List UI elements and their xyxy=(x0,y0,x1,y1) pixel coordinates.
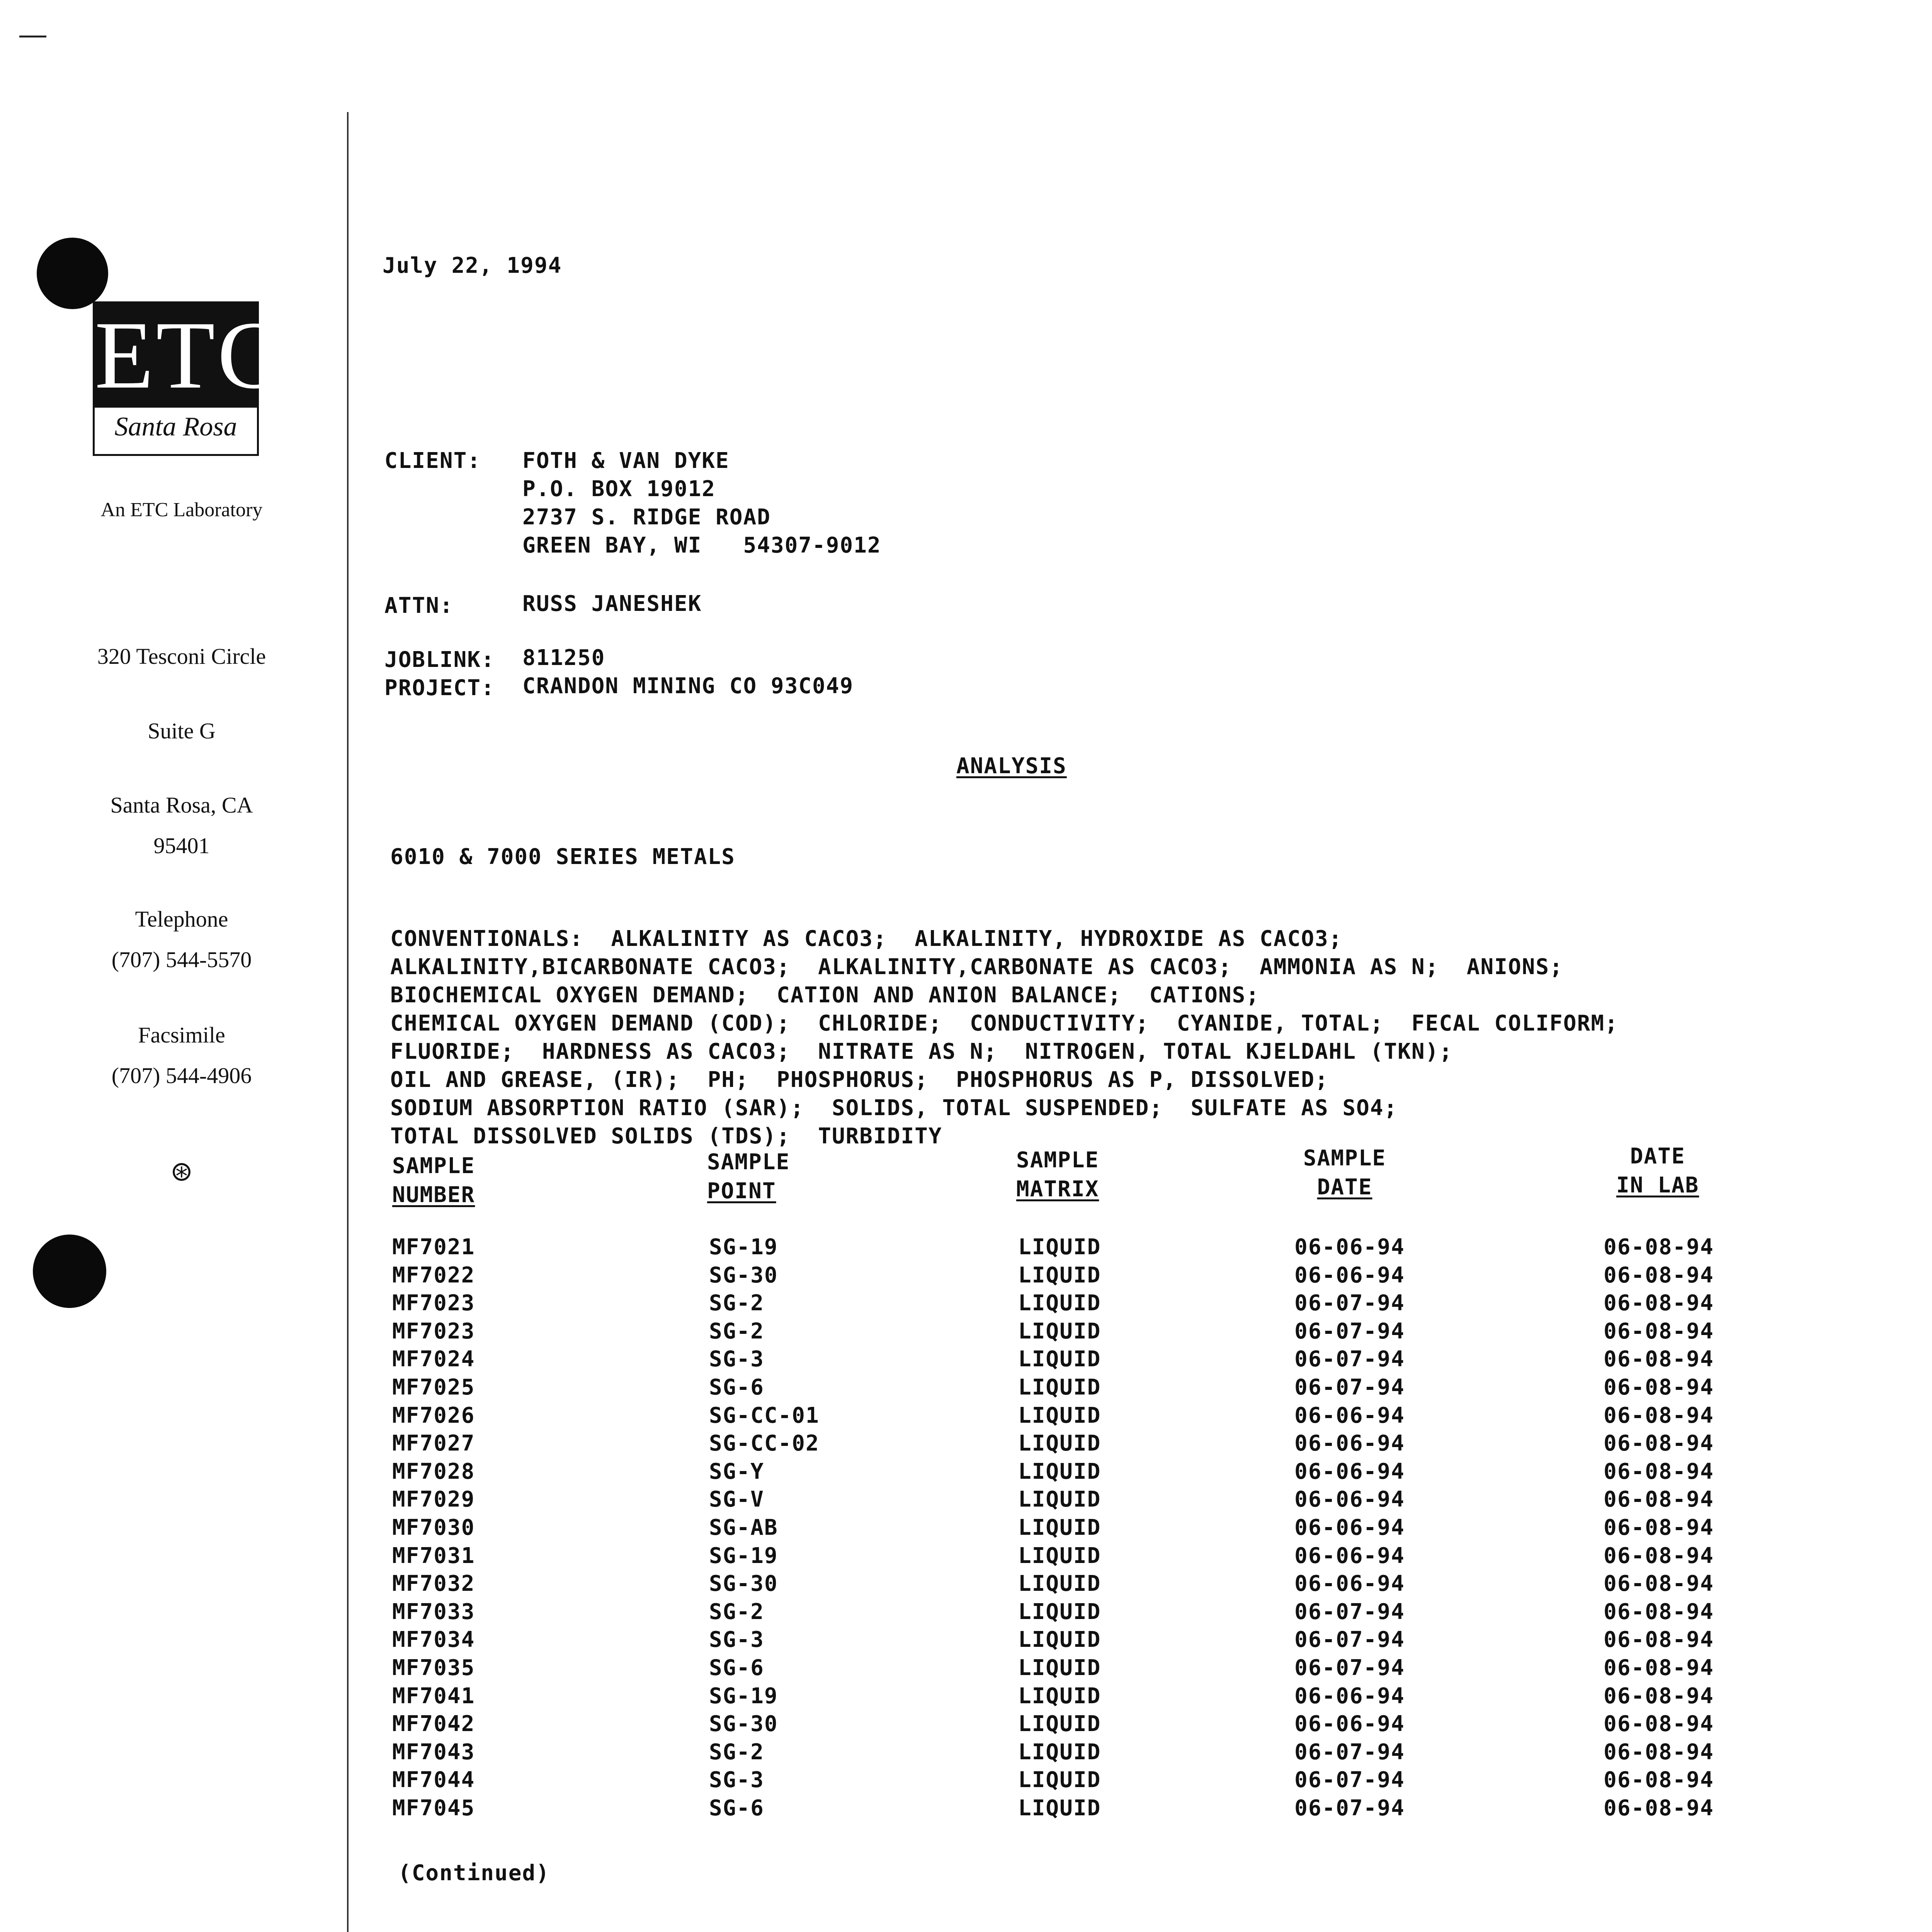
sample-number-cell: MF7032 xyxy=(392,1571,475,1597)
date-in-lab-cell: 06-08-94 xyxy=(1604,1683,1714,1709)
date-in-lab-cell: 06-08-94 xyxy=(1604,1796,1714,1821)
sample-date-cell: 06-06-94 xyxy=(1294,1543,1405,1568)
sample-date-cell: 06-06-94 xyxy=(1294,1487,1405,1512)
date-in-lab-cell: 06-08-94 xyxy=(1604,1291,1714,1316)
sample-point-cell: SG-CC-01 xyxy=(709,1403,820,1428)
sample-date-cell: 06-07-94 xyxy=(1294,1375,1405,1400)
conventionals-line: ALKALINITY,BICARBONATE CACO3; ALKALINITY,CARBONATE AS CACO3; AMMONIA AS N; ANIONS; xyxy=(390,954,1563,980)
client-line-4: GREEN BAY, WI 54307-9012 xyxy=(522,533,881,558)
sample-matrix-cell: LIQUID xyxy=(1018,1262,1101,1288)
header-top: SAMPLE xyxy=(707,1150,790,1175)
date-in-lab-cell: 06-08-94 xyxy=(1604,1543,1714,1568)
sample-point-cell: SG-30 xyxy=(709,1711,778,1737)
sample-point-cell: SG-3 xyxy=(709,1767,764,1793)
continued-note: (Continued) xyxy=(398,1861,550,1886)
sample-matrix-cell: LIQUID xyxy=(1018,1627,1101,1653)
sample-number-cell: MF7044 xyxy=(392,1767,475,1793)
sample-number-cell: MF7023 xyxy=(392,1291,475,1316)
sample-number-cell: MF7029 xyxy=(392,1487,475,1512)
date-in-lab-cell: 06-08-94 xyxy=(1604,1262,1714,1288)
sample-number-cell: MF7031 xyxy=(392,1543,475,1568)
sample-number-cell: MF7030 xyxy=(392,1515,475,1540)
address-line-3: Santa Rosa, CA xyxy=(110,793,253,818)
analysis-title: ANALYSIS xyxy=(956,753,1067,779)
conventionals-line: TOTAL DISSOLVED SOLIDS (TDS); TURBIDITY xyxy=(390,1124,942,1149)
date-in-lab-cell: 06-08-94 xyxy=(1604,1487,1714,1512)
table-row xyxy=(0,1684,1932,1712)
project-label: PROJECT: xyxy=(384,675,495,701)
table-row xyxy=(0,1459,1932,1487)
sample-point-cell: SG-2 xyxy=(709,1599,764,1624)
sample-point-cell: SG-3 xyxy=(709,1347,764,1372)
sample-point-cell: SG-2 xyxy=(709,1291,764,1316)
telephone-number: (707) 544-5570 xyxy=(111,947,252,972)
hole-punch-top xyxy=(37,238,108,309)
date-in-lab-cell: 06-08-94 xyxy=(1604,1627,1714,1653)
date-in-lab-cell: 06-08-94 xyxy=(1604,1571,1714,1597)
sample-date-cell: 06-07-94 xyxy=(1294,1739,1405,1765)
date-in-lab-cell: 06-08-94 xyxy=(1604,1739,1714,1765)
sample-date-cell: 06-06-94 xyxy=(1294,1571,1405,1597)
joblink-label: JOBLINK: xyxy=(384,647,495,672)
client-line-1: FOTH & VAN DYKE xyxy=(522,448,730,473)
sample-date-cell: 06-07-94 xyxy=(1294,1347,1405,1372)
sample-point-cell: SG-3 xyxy=(709,1627,764,1653)
sample-point-cell: SG-19 xyxy=(709,1235,778,1260)
sample-matrix-cell: LIQUID xyxy=(1018,1543,1101,1568)
sample-date-cell: 06-07-94 xyxy=(1294,1627,1405,1653)
sample-matrix-cell: LIQUID xyxy=(1018,1431,1101,1456)
sample-date-cell: 06-07-94 xyxy=(1294,1796,1405,1821)
date-in-lab-cell: 06-08-94 xyxy=(1604,1655,1714,1680)
sample-number-cell: MF7028 xyxy=(392,1459,475,1484)
conventionals-line: SODIUM ABSORPTION RATIO (SAR); SOLIDS, TOTAL SUSPENDED; SULFATE AS SO4; xyxy=(390,1095,1398,1121)
sample-matrix-cell: LIQUID xyxy=(1018,1235,1101,1260)
conventionals-list xyxy=(390,896,1762,1179)
header-top: SAMPLE xyxy=(1016,1148,1099,1173)
sample-point-cell: SG-2 xyxy=(709,1739,764,1765)
table-row xyxy=(0,1347,1932,1375)
sample-matrix-cell: LIQUID xyxy=(1018,1711,1101,1737)
etc-logo xyxy=(93,301,284,456)
date-in-lab-cell: 06-08-94 xyxy=(1604,1347,1714,1372)
address-line-2: Suite G xyxy=(148,718,216,743)
sample-point-cell: SG-AB xyxy=(709,1515,778,1540)
date-in-lab-cell: 06-08-94 xyxy=(1604,1403,1714,1428)
sample-date-cell: 06-07-94 xyxy=(1294,1291,1405,1316)
sample-matrix-cell: LIQUID xyxy=(1018,1571,1101,1597)
sample-date-cell: 06-06-94 xyxy=(1294,1235,1405,1260)
sample-date-cell: 06-07-94 xyxy=(1294,1599,1405,1624)
sample-matrix-cell: LIQUID xyxy=(1018,1683,1101,1709)
date-in-lab-cell: 06-08-94 xyxy=(1604,1318,1714,1344)
sample-point-cell: SG-30 xyxy=(709,1571,778,1597)
conventionals-line: BIOCHEMICAL OXYGEN DEMAND; CATION AND ANION BALANCE; CATIONS; xyxy=(390,983,1260,1008)
sample-matrix-cell: LIQUID xyxy=(1018,1739,1101,1765)
table-row xyxy=(0,1515,1932,1543)
table-row xyxy=(0,1431,1932,1459)
sample-number-cell: MF7027 xyxy=(392,1431,475,1456)
date-in-lab-cell: 06-08-94 xyxy=(1604,1515,1714,1540)
conventionals-line: CHEMICAL OXYGEN DEMAND (COD); CHLORIDE; CONDUCTIVITY; CYANIDE, TOTAL; FECAL COLIFORM; xyxy=(390,1011,1619,1036)
sample-number-cell: MF7043 xyxy=(392,1739,475,1765)
table-row xyxy=(0,1235,1932,1263)
sample-date-cell: 06-06-94 xyxy=(1294,1515,1405,1540)
header-bottom: POINT xyxy=(707,1179,776,1204)
conventionals-line: CONVENTIONALS: ALKALINITY AS CACO3; ALKALINITY, HYDROXIDE AS CACO3; xyxy=(390,926,1343,951)
header-bottom: MATRIX xyxy=(1016,1177,1099,1202)
sample-point-cell: SG-V xyxy=(709,1487,764,1512)
header-sample-date xyxy=(1287,1146,1403,1200)
fax-number: (707) 544-4906 xyxy=(111,1063,252,1088)
sample-matrix-cell: LIQUID xyxy=(1018,1459,1101,1484)
table-row xyxy=(0,1796,1932,1824)
sample-number-cell: MF7022 xyxy=(392,1262,475,1288)
date-in-lab-cell: 06-08-94 xyxy=(1604,1711,1714,1737)
sample-number-cell: MF7041 xyxy=(392,1683,475,1709)
telephone-label: Telephone xyxy=(135,906,228,932)
table-row xyxy=(0,1291,1932,1319)
project-value: CRANDON MINING CO 93C049 xyxy=(522,673,854,699)
header-bottom: NUMBER xyxy=(392,1182,475,1208)
disclaimer xyxy=(400,1907,1772,1932)
sample-point-cell: SG-6 xyxy=(709,1655,764,1680)
table-row xyxy=(0,1403,1932,1431)
date-in-lab-cell: 06-08-94 xyxy=(1604,1459,1714,1484)
logo-text: ETC xyxy=(95,302,284,409)
sample-date-cell: 06-06-94 xyxy=(1294,1403,1405,1428)
client-line-3: 2737 S. RIDGE ROAD xyxy=(522,505,771,530)
sample-matrix-cell: LIQUID xyxy=(1018,1347,1101,1372)
sample-point-cell: SG-6 xyxy=(709,1796,764,1821)
date-in-lab-cell: 06-08-94 xyxy=(1604,1375,1714,1400)
corner-mark xyxy=(19,36,46,37)
date-in-lab-cell: 06-08-94 xyxy=(1604,1599,1714,1624)
sample-point-cell: SG-CC-02 xyxy=(709,1431,820,1456)
date-in-lab-cell: 06-08-94 xyxy=(1604,1431,1714,1456)
header-top: DATE xyxy=(1630,1144,1685,1169)
sample-number-cell: MF7045 xyxy=(392,1796,475,1821)
sample-number-cell: MF7042 xyxy=(392,1711,475,1737)
header-sample-point xyxy=(707,1150,790,1204)
table-row xyxy=(0,1571,1932,1599)
sample-number-cell: MF7035 xyxy=(392,1655,475,1680)
sample-matrix-cell: LIQUID xyxy=(1018,1515,1101,1540)
sample-date-cell: 06-07-94 xyxy=(1294,1318,1405,1344)
address-line-4: 95401 xyxy=(153,833,210,858)
sample-point-cell: SG-6 xyxy=(709,1375,764,1400)
fax-label: Facsimile xyxy=(138,1022,225,1048)
table-row xyxy=(0,1319,1932,1347)
table-row xyxy=(0,1711,1932,1740)
sample-date-cell: 06-06-94 xyxy=(1294,1683,1405,1709)
table-row xyxy=(0,1627,1932,1655)
tagline: An ETC Laboratory xyxy=(100,499,263,521)
client-line-2: P.O. BOX 19012 xyxy=(522,476,716,502)
conventionals-line: FLUORIDE; HARDNESS AS CACO3; NITRATE AS N; NITROGEN, TOTAL KJELDAHL (TKN); xyxy=(390,1039,1453,1064)
sample-matrix-cell: LIQUID xyxy=(1018,1487,1101,1512)
sample-point-cell: SG-2 xyxy=(709,1318,764,1344)
table-row xyxy=(0,1543,1932,1571)
date-in-lab-cell: 06-08-94 xyxy=(1604,1235,1714,1260)
sample-number-cell: MF7021 xyxy=(392,1235,475,1260)
header-date-in-lab xyxy=(1600,1144,1716,1198)
metals-series: 6010 & 7000 SERIES METALS xyxy=(390,844,735,869)
sample-matrix-cell: LIQUID xyxy=(1018,1655,1101,1680)
header-bottom: IN LAB xyxy=(1616,1173,1699,1198)
attn-label: ATTN: xyxy=(384,593,454,618)
sample-point-cell: SG-19 xyxy=(709,1543,778,1568)
sample-matrix-cell: LIQUID xyxy=(1018,1796,1101,1821)
sample-number-cell: MF7023 xyxy=(392,1318,475,1344)
address-line-1: 320 Tesconi Circle xyxy=(97,644,266,669)
sample-date-cell: 06-06-94 xyxy=(1294,1711,1405,1737)
sample-date-cell: 06-06-94 xyxy=(1294,1431,1405,1456)
sample-date-cell: 06-07-94 xyxy=(1294,1655,1405,1680)
sample-point-cell: SG-30 xyxy=(709,1262,778,1288)
header-top: SAMPLE xyxy=(392,1153,475,1179)
sample-table xyxy=(0,1235,1932,1837)
header-sample-number xyxy=(392,1153,475,1208)
sample-number-cell: MF7034 xyxy=(392,1627,475,1653)
table-row xyxy=(0,1263,1932,1291)
sample-matrix-cell: LIQUID xyxy=(1018,1767,1101,1793)
table-row xyxy=(0,1487,1932,1515)
client-label: CLIENT: xyxy=(384,448,481,473)
sample-number-cell: MF7033 xyxy=(392,1599,475,1624)
attn-value: RUSS JANESHEK xyxy=(522,591,702,616)
sample-number-cell: MF7024 xyxy=(392,1347,475,1372)
sample-date-cell: 06-06-94 xyxy=(1294,1459,1405,1484)
header-top: SAMPLE xyxy=(1303,1146,1386,1171)
header-sample-matrix xyxy=(1016,1148,1099,1202)
logo-subtext: Santa Rosa xyxy=(114,412,237,442)
sample-point-cell: SG-Y xyxy=(709,1459,764,1484)
sample-date-cell: 06-06-94 xyxy=(1294,1262,1405,1288)
table-row xyxy=(0,1740,1932,1768)
sample-matrix-cell: LIQUID xyxy=(1018,1403,1101,1428)
sample-number-cell: MF7026 xyxy=(392,1403,475,1428)
joblink-value: 811250 xyxy=(522,645,605,670)
table-row xyxy=(0,1599,1932,1628)
sample-matrix-cell: LIQUID xyxy=(1018,1375,1101,1400)
union-bug-icon: ⊛ xyxy=(170,1157,193,1187)
sample-matrix-cell: LIQUID xyxy=(1018,1291,1101,1316)
letter-date: July 22, 1994 xyxy=(383,253,562,278)
sample-matrix-cell: LIQUID xyxy=(1018,1318,1101,1344)
table-row xyxy=(0,1655,1932,1684)
sample-date-cell: 06-07-94 xyxy=(1294,1767,1405,1793)
conventionals-line: OIL AND GREASE, (IR); PH; PHOSPHORUS; PHOSPHORUS AS P, DISSOLVED; xyxy=(390,1067,1329,1092)
header-bottom: DATE xyxy=(1317,1175,1372,1200)
sample-point-cell: SG-19 xyxy=(709,1683,778,1709)
table-row xyxy=(0,1375,1932,1403)
sample-matrix-cell: LIQUID xyxy=(1018,1599,1101,1624)
sample-number-cell: MF7025 xyxy=(392,1375,475,1400)
date-in-lab-cell: 06-08-94 xyxy=(1604,1767,1714,1793)
table-row xyxy=(0,1767,1932,1796)
